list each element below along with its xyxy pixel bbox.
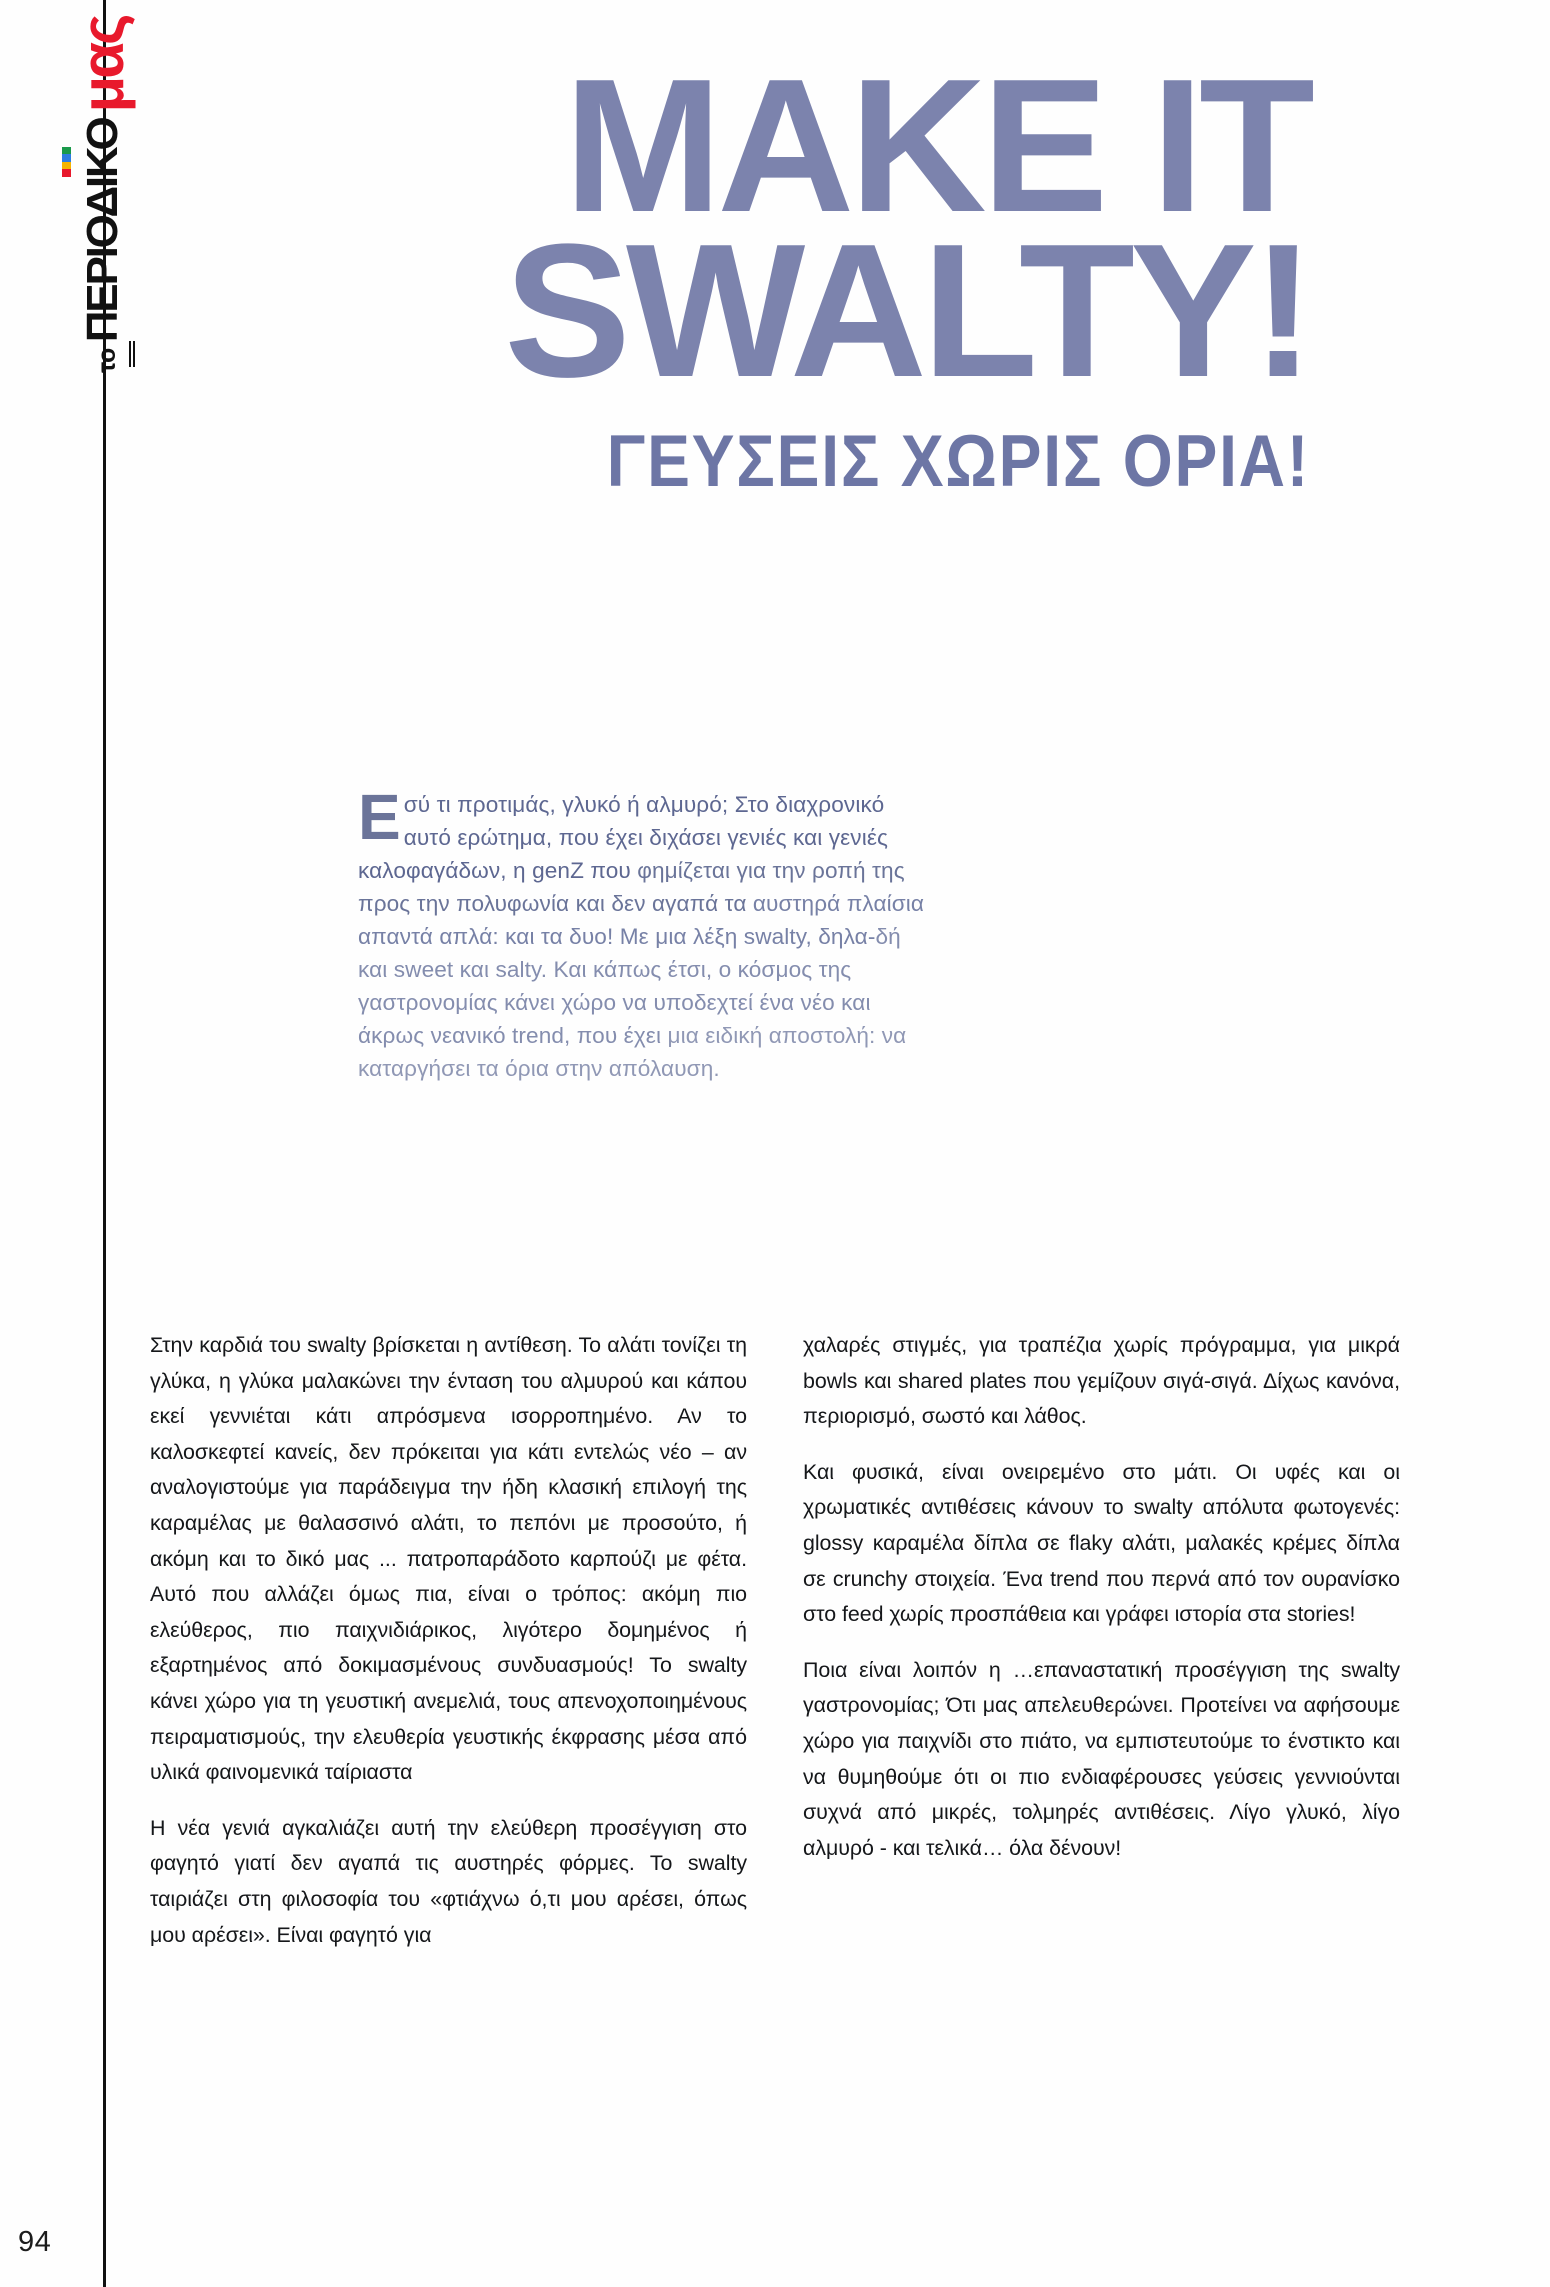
masthead-logo xyxy=(67,16,136,373)
headline-line-1: MAKE IT xyxy=(563,40,1310,252)
lead-segment: σύ τι προτιμάς, γλυκό ή αλμυρό; Στο διαχρονικό αυτό ερώτημα, που έχει διχάσει γενιές και γενιές καλοφαγάδων, η genZ που xyxy=(358,792,888,883)
body-paragraph: Και φυσικά, είναι ονειρεμένο στο μάτι. Οι υφές και οι χρωματικές αντιθέσεις κάνουν το swalty απόλυτα φωτογενές: glossy καραμέλα δίπλα σε flaky αλάτι, μαλακές κρέμες δίπλα σε crunchy στοιχεία. Ένα trend που περνά από τον ουρανίσκο στο feed χωρίς προσπάθεια και γράφει ιστορία στα stories! xyxy=(803,1459,1400,1627)
body-paragraph: Στην καρδιά του swalty βρίσκεται η αντίθεση. Το αλάτι τονίζει τη γλύκα, η γλύκα μαλακώνει την ένταση του αλμυρού και κάπου εκεί γεννιέται κάτι απρόσμενα ισορροπημένο. Αν το καλοσκεφτεί κανείς, δεν πρόκειται για κάτι εντελώς νέο – αν αναλογιστούμε για παράδειγμα την ήδη κλασική επιλογή της καραμέλας με θαλασσινό αλάτι, το πεπόνι με προσούτο, ή ακόμη και το δικό μας ... πατροπαράδοτο καρπούζι με φέτα. Αυτό που αλλάζει όμως πια, είναι ο τρόπος: ακόμη πιο ελεύθερος, πιο παιχνιδιάρικος, λιγότερο δομημένος ή εξαρτημένος από δοκιμασμένους συνδυασμούς! Το swalty κάνει χώρο για τη γευστική ανεμελιά, τους απενοχοποιημένους πειραματισμούς, την ελευθερία γευστικής έκφρασης μέσα από υλικά φαινομενικά ταίριαστα xyxy=(150,1333,747,1785)
body-paragraph: χαλαρές στιγμές, για τραπέζια χωρίς πρόγραμμα, για μικρά bowls και shared plates που γεμίζουν σιγά-σιγά. Δίχως κανόνα, περιορισμό, σωστό και λάθος. xyxy=(803,1333,1400,1429)
body-paragraph: Ποια είναι λοιπόν η …επαναστατική προσέγγιση της swalty γαστρονομίας; Ότι μας απελευθερώνει. Προτείνει να αφήσουμε χώρο για παιχνίδι στο πιάτο, να εμπιστευτούμε το ένστικτο και να θυμηθούμε ότι οι πιο ενδιαφέρουσες γεύσεις γεννιούνται συχνά από μικρές, τολμηρές αντιθέσεις. Λίγο γλυκό, λίγο αλμυρό - και τελικά… όλα δένουν! xyxy=(803,1657,1400,1860)
masthead-rule-bars-icon xyxy=(129,341,136,367)
body-column-right xyxy=(803,1328,1400,1866)
article-body xyxy=(150,1328,1400,1953)
hero-headline xyxy=(300,40,1310,503)
body-column-left xyxy=(150,1328,747,1953)
masthead-main-label: ΠΕΡΙΟΔΙΚΟ xyxy=(78,118,127,343)
masthead-flag-icon xyxy=(62,147,71,177)
lead-paragraph xyxy=(358,781,936,1085)
headline-line-2: SWALTY! xyxy=(504,204,1310,417)
lead-segment: αυστηρά πλαίσια απαντά απλά: και τα δυο! Με μια λέξη swalty, δηλα- xyxy=(358,891,925,949)
lead-segment: κάνει χώρο να υποδεχτεί ένα νέο και άκρως νεανικό trend, που έχει xyxy=(358,990,871,1048)
headline-kicker: ΓΕΥΣΕΙΣ ΧΩΡΙΣ ΟΡΙΑ! xyxy=(606,421,1310,503)
lead-segment: μια ειδική αποστολή: να καταργήσει τα όρια στην απόλαυση. xyxy=(358,1023,907,1081)
masthead-small-label: το xyxy=(93,348,121,373)
lead-dropcap: E xyxy=(358,781,400,853)
lead-segment: φημίζεται για την ροπή της προς την πολυφωνία και δεν αγαπά τα xyxy=(358,858,905,916)
page-number: 94 xyxy=(18,2226,52,2258)
lead-segment: δή και sweet και salty. Και κάπως έτσι, ο κόσμος της γαστρονομίας xyxy=(358,924,901,1015)
masthead-red-label: μας xyxy=(69,16,136,113)
body-paragraph: Η νέα γενιά αγκαλιάζει αυτή την ελεύθερη προσέγγιση στο φαγητό γιατί δεν αγαπά τις αυστηρές φόρμες. Το swalty ταιριάζει στη φιλοσοφία του «φτιάχνω ό,τι μου αρέσει, όπως μου αρέσει». Είναι φαγητό για xyxy=(150,1815,747,1947)
